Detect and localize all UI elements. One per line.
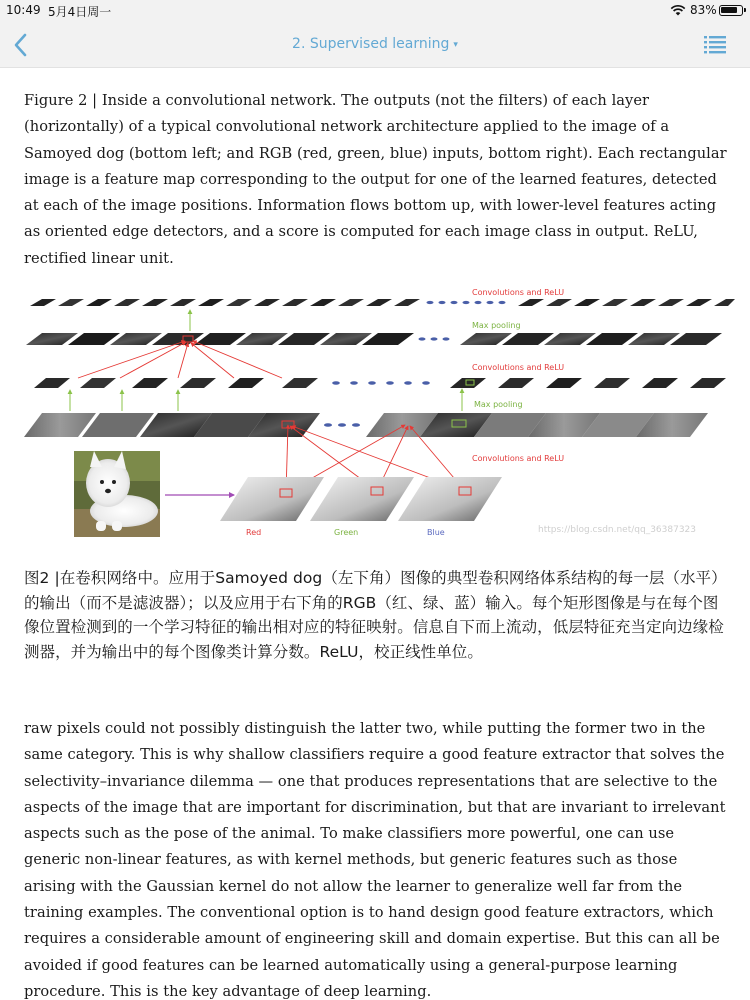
red-channel-map bbox=[220, 477, 324, 521]
figure-caption-chinese: 图2 |在卷积网络中。应用于Samoyed dog（左下角）图像的典型卷积网络体系结构的每一层（水平）的输出（而不是滤波器）；以及应用于右下角的RGB（红、绿、蓝）输入。每个矩形图像是与在每个图像位置检测到的一个学习特征的输出相对应的特征映射。信息自下而上流动，低层特征充当定向边缘检测器，并为输出中的每个图像类计算分数。ReLU，校正线性单位。 bbox=[24, 569, 727, 661]
status-date: 5月4日周一 bbox=[48, 5, 112, 19]
label-conv-relu-3: Convolutions and ReLU bbox=[472, 454, 565, 463]
label-green: Green bbox=[334, 528, 359, 537]
nav-bar bbox=[0, 22, 750, 68]
label-max-pool-1: Max pooling bbox=[472, 321, 521, 330]
green-channel-map bbox=[310, 477, 414, 521]
rgb-input-maps bbox=[220, 477, 502, 521]
layer-top-feature-maps bbox=[30, 299, 735, 306]
status-bar bbox=[0, 0, 750, 22]
layer-pool-1-feature-maps bbox=[26, 333, 722, 345]
conv-arrows-layer-2 bbox=[78, 341, 282, 378]
nav-title[interactable] bbox=[0, 36, 750, 52]
battery-percent: 83% bbox=[690, 3, 717, 17]
convnet-figure bbox=[20, 283, 735, 548]
status-time: 10:49 bbox=[6, 3, 41, 17]
nav-title-text[interactable]: 2. Supervised learning bbox=[292, 36, 450, 52]
figure-caption-english: Figure 2 | Inside a convolutional network. The outputs (not the filters) of each layer (horizontally) of a typical convolutional network architecture applied to the image of a Samoyed dog (bottom left; and RGB (red, green, blue) inputs, bottom right). Each rectangular image is a feature map corresponding to the output for one of the learned features, detected at each of the image positions. Information flows bottom up, with lower-level features acting as oriented edge detectors, and a score is computed for each image class in output. ReLU, rectified linear unit. bbox=[24, 92, 727, 267]
convnet-diagram bbox=[20, 283, 735, 548]
label-conv-relu-1: Convolutions and ReLU bbox=[472, 288, 565, 297]
pool-arrows-layer-1 bbox=[70, 389, 462, 411]
dropdown-caret-icon[interactable]: ▾ bbox=[453, 40, 458, 50]
label-max-pool-2: Max pooling bbox=[474, 400, 523, 409]
battery-icon bbox=[719, 5, 743, 16]
label-conv-relu-2: Convolutions and ReLU bbox=[472, 363, 565, 372]
wifi-icon bbox=[670, 3, 686, 17]
label-red: Red bbox=[246, 528, 262, 537]
list-icon[interactable] bbox=[704, 34, 726, 54]
layer-conv-1-feature-maps bbox=[24, 413, 708, 437]
label-blue: Blue bbox=[427, 528, 445, 537]
samoyed-dog-image bbox=[74, 451, 160, 537]
layer-conv-2-feature-maps bbox=[34, 378, 726, 388]
blue-channel-map bbox=[398, 477, 502, 521]
watermark: https://blog.csdn.net/qq_36387323 bbox=[538, 525, 697, 535]
body-paragraph: raw pixels could not possibly distinguish the latter two, while putting the former two in the same category. This is why shallow classifiers require a good feature extractor that solves the selectivity–invariance dilemma — one that produces representations that are selective to the aspects of the image that are important for discrimination, but that are invariant to irrelevant aspects such as the pose of the animal. To make classifiers more powerful, one can use generic non-linear features, as with kernel methods, but generic features such as those arising with the Gaussian kernel do not allow the learner to generalize well far from the training examples. The conventional option is to hand design good feature extractors, which requires a considerable amount of engineering skill and domain expertise. But this can all be avoided if good features can be learned automatically using a general-purpose learning procedure. This is the key advantage of deep learning. bbox=[24, 720, 726, 1000]
